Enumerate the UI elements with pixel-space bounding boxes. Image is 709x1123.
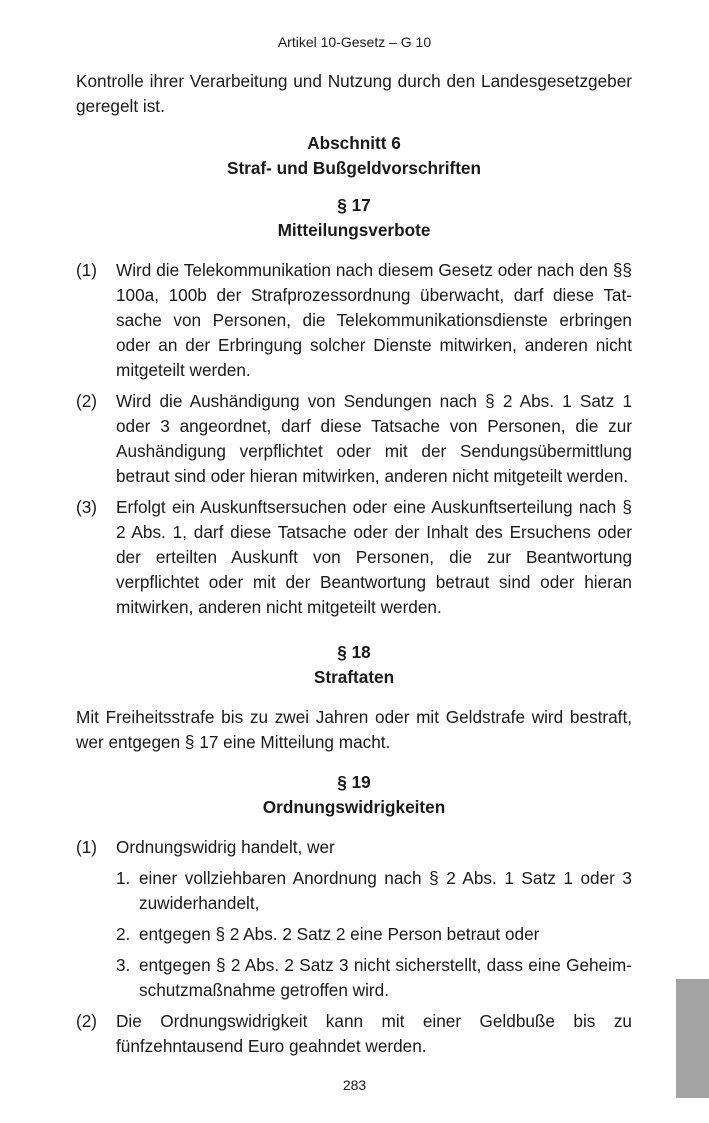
p19-heading (76, 770, 632, 820)
p19-paragraph-2 (76, 1009, 632, 1059)
page-content (76, 69, 632, 1065)
list-item (116, 922, 632, 947)
list-item (116, 866, 632, 916)
p19-paragraph-1 (76, 835, 632, 1003)
list-item-number: 2. (116, 924, 131, 944)
list-item-text: entgegen § 2 Abs. 2 Satz 2 eine Person betraut oder (139, 924, 540, 944)
p17-paragraph-2 (76, 389, 632, 489)
paragraph-text: Wird die Aushändigung von Sendungen nach § 2 Abs. 1 Satz 1 oder 3 angeordnet, darf diese Tatsache von Personen, die zur Aushändigung verpflichtet oder mit der Sendungsübermittlung betraut sind oder hieran mitwirken, anderen nicht mitgeteilt werden. (116, 391, 632, 486)
p17-paragraph-1 (76, 258, 632, 383)
p18-number: § 18 (337, 642, 371, 662)
p17-title: Mitteilungsverbote (277, 220, 431, 240)
list-item-text: entgegen § 2 Abs. 2 Satz 3 nicht sicherstellt, dass eine Geheimschutzmaßnahme getroffen wird. (139, 955, 632, 1000)
paragraph-text: Die Ordnungswidrigkeit kann mit einer Geldbuße bis zu fünfzehntausend Euro geahndet werden. (116, 1011, 632, 1056)
list-item-number: 1. (116, 868, 131, 888)
section-subtitle: Straf- und Bußgeldvorschriften (226, 158, 481, 178)
intro-text: Kontrolle ihrer Verarbeitung und Nutzung durch den Landesgesetzgeber geregelt ist. (76, 71, 632, 116)
paragraph-number: (1) (76, 837, 98, 857)
running-header: Artikel 10-Gesetz – G 10 (277, 34, 432, 50)
paragraph-text: Erfolgt ein Auskunftsersuchen oder eine Auskunftserteilung nach § 2 Abs. 1, darf diese Tatsache oder der Inhalt des Ersuchens oder der erteilten Auskunft von Personen, die zur Beantwortung verpflichtet oder mit der Beantwortung betraut sind oder hieran mitwirken, anderen nicht mitgeteilt werden. (116, 497, 632, 617)
section-title: Abschnitt 6 (307, 133, 401, 153)
p18-text: Mit Freiheitsstrafe bis zu zwei Jahren oder mit Geldstrafe wird bestraft, wer entgegen § 17 eine Mitteilung macht. (76, 707, 632, 752)
p17-heading (76, 193, 632, 243)
p19-title: Ordnungswidrigkeiten (262, 797, 446, 817)
list-item-text: einer vollziehbaren Anordnung nach § 2 Abs. 1 Satz 1 oder 3 zuwiderhandelt, (139, 868, 632, 913)
paragraph-number: (3) (76, 497, 98, 517)
list-item (116, 953, 632, 1003)
paragraph-number: (1) (76, 260, 98, 280)
page-number: 283 (342, 1077, 367, 1093)
paragraph-number: (2) (76, 391, 98, 411)
thumb-index-tab (676, 979, 709, 1098)
p17-number: § 17 (337, 195, 371, 215)
p18-heading (76, 640, 632, 690)
paragraph-text: Ordnungswidrig handelt, wer (116, 837, 335, 857)
p17-paragraph-3 (76, 495, 632, 620)
p18-title: Straftaten (313, 667, 395, 687)
p19-number: § 19 (337, 772, 371, 792)
paragraph-text: Wird die Telekommunikation nach diesem Gesetz oder nach den §§ 100a, 100b der Strafprozessordnung überwacht, darf diese Tatsache von Personen, die Telekommunikationsdienste erbringen oder an der Erbringung solcher Dienste mitwirken, anderen nicht mitgeteilt werden. (116, 260, 632, 380)
section-heading (76, 131, 632, 181)
list-item-number: 3. (116, 955, 131, 975)
paragraph-number: (2) (76, 1011, 98, 1031)
